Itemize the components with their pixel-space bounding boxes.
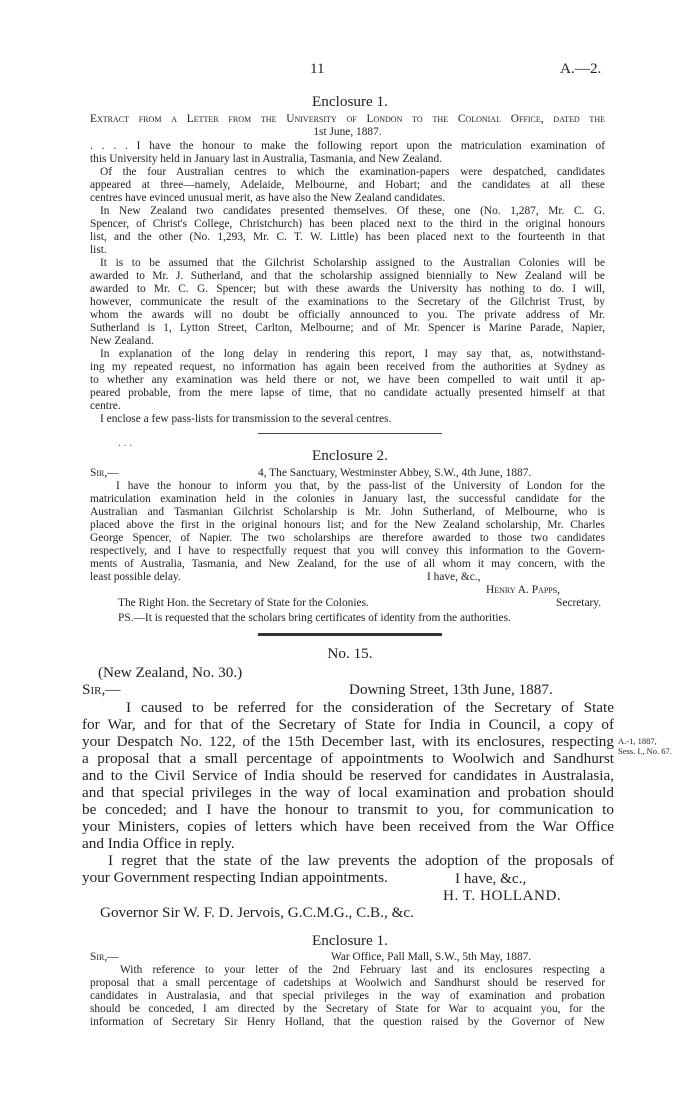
enclosure-1-title: Extract from a Letter from the University of London to the Colonial Office, dated the 1st June, 1887. (90, 113, 605, 138)
despatch-salutation: Sir,— (82, 681, 121, 698)
enclosure-1-heading: Enclosure 1. (312, 93, 388, 110)
enclosure-1-body: . . . . I have the honour to make the following report upon the matriculation examination of this University held in January last in Australia, Tasmania, and New Zealand. Of the four Australian centres to which the examination-papers were despatched, candidates appeared at three—namely, Adelaide, Melbourne, and Hobart; and the candidates at all these centres have evinced unusual merit, as have also the New Zealand candidates. In New Zealand two candidates presented themselves. Of these, one (No. 1,287, Mr. C. G. Spencer, of Christ's College, Christchurch) has been placed next to the third in the original honours list, and the other (No. 1,293, Mr. C. T. W. Little) has been placed next to the fourteenth in that list. It is to be assumed that the Gilchrist Scholarship assigned to the Australian Colonies will be awarded to Mr. J. Sutherland, and that the scholarship assigned biennially to New Zealand will be awarded to Mr. C. G. Spencer; but with these awards the University has nothing to do. I will, however, communicate the result of the examinations to the Secretary of the Gilchrist Trust, by whom the awards will no doubt be officially announced to you. The private address of Mr. Sutherland is 1, Lytton Street, Carlton, Melbourne; and of Mr. Spencer is Marine Parade, Napier, New Zealand. In explanation of the long delay in rendering this report, I may say that, as, notwithstand- ing my repeated request, no information has again been received from the authorities at Sydney as to whether any examination was held there or not, we have been compelled to wait until it ap- peared probable, from the mere lapse of time, that no candidate actually presented himself at that centre. I enclose a few pass-lists for transmission to the several centres. (90, 140, 605, 425)
enclosure-2-heading: Enclosure 2. (312, 447, 388, 464)
enclosure-2-closing: I have, &c., (427, 571, 481, 583)
despatch-no-15-heading: No. 15. (327, 645, 373, 662)
despatch-reference: (New Zealand, No. 30.) (98, 664, 243, 681)
enclosure-2-sign-title: Secretary. (556, 597, 602, 609)
section-divider-thick (258, 633, 442, 636)
enclosure-3-heading: Enclosure 1. (312, 932, 388, 949)
section-divider (258, 433, 442, 434)
despatch-body: I caused to be referred for the consideration of the Secretary of State for War, and for that of the Secretary of State for India in Council, a copy of your Despatch No. 122, of the 15th December last, with its enclosures, respecting a proposal that a small percentage of appointments to Woolwich and Sandhurst and to the Civil Service of India should be reserved for candidates in Australasia, and that special privileges in the way of local examination and probation should be conceded; and I have the honour to transmit to you, for communication to your Ministers, copies of letters which have been received from the War Office and India Office in reply. I regret that the state of the law prevents the adoption of the proposals of your Government respecting Indian appointments. (82, 699, 614, 886)
page-number: 11 (310, 60, 325, 77)
enclosure-2-address: 4, The Sanctuary, Westminster Abbey, S.W., 4th June, 1887. (258, 467, 532, 479)
enclosure-3-address: War Office, Pall Mall, S.W., 5th May, 1887. (331, 951, 532, 963)
despatch-addressee: Governor Sir W. F. D. Jervois, G.C.M.G., C.B., &c. (100, 904, 414, 921)
margin-reference-note: A.-1, 1887, Sess. I., No. 67. (618, 736, 672, 756)
enclosure-3-body: With reference to your letter of the 2nd February last and its enclosures respecting a proposal that a small percentage of cadetships at Woolwich and Sandhurst should be reserved for candidates in Australasia, and that special privileges in the way of examination and probation should be conceded, I am directed by the Secretary of State for War to acquaint you, for the information of Secretary Sir Henry Holland, that the question raised by the Governor of New (90, 964, 605, 1028)
despatch-signature: H. T. HOLLAND. (443, 887, 562, 904)
enclosure-2-salutation: Sir,— (90, 467, 119, 479)
despatch-closing: I have, &c., (455, 870, 527, 887)
enclosure-3-salutation: Sir,— (90, 951, 119, 963)
enclosure-2-addressee: The Right Hon. the Secretary of State for the Colonies. (118, 597, 369, 609)
enclosure-2-postscript: PS.—It is requested that the scholars bring certificates of identity from the authorities. (118, 612, 511, 624)
enclosure-2-signature: Henry A. Papps, (486, 584, 561, 596)
paper-reference: A.—2. (560, 60, 602, 77)
despatch-address: Downing Street, 13th June, 1887. (349, 681, 553, 698)
enclosure-2-body: I have the honour to inform you that, by the pass-list of the University of London for the matriculation examination held in the colonies in January last, the successful candidate for the Australian and Tasmanian Gilchrist Scholarship is Mr. John Sutherland, of Melbourne, who is placed above the first in the original honours list; and for the New Zealand scholarship, Mr. Charles George Spencer, of Napier. The two scholarships are therefore awarded to those two candidates respectively, and I have to respectfully request that you will convey this information to the Govern- ments of Australia, Tasmania, and New Zealand, for the use of all whom it may concern, with the least possible delay. (90, 480, 605, 583)
ellipsis-mark: . . . (118, 437, 133, 449)
